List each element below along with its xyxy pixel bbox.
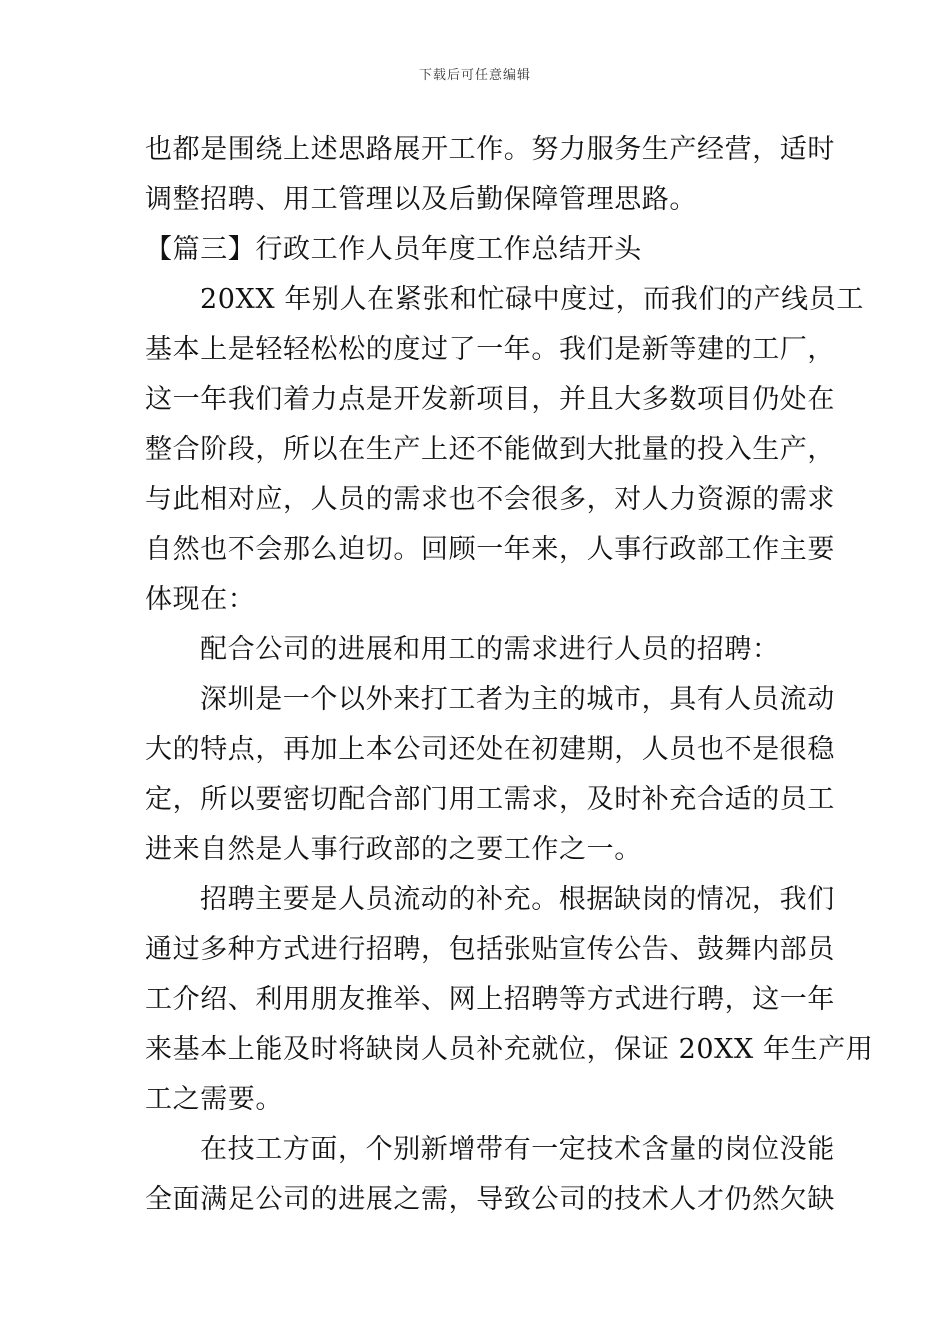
text-line: 这一年我们着力点是开发新项目，并且大多数项目仍处在 — [145, 384, 835, 415]
text-line: 基本上是轻轻松松的度过了一年。我们是新等建的工厂， — [145, 334, 835, 365]
text-line: 定，所以要密切配合部门用工需求，及时补充合适的员工 — [145, 784, 835, 815]
text-line: 整合阶段，所以在生产上还不能做到大批量的投入生产， — [145, 434, 835, 465]
text-line: 也都是围绕上述思路展开工作。努力服务生产经营，适时 — [145, 134, 835, 165]
text-line: 自然也不会那么迫切。回顾一年来，人事行政部工作主要 — [145, 534, 835, 565]
text-line: 进来自然是人事行政部的之要工作之一。 — [145, 834, 642, 865]
text-line: 与此相对应，人员的需求也不会很多，对人力资源的需求 — [145, 484, 835, 515]
text-line: 体现在： — [145, 584, 256, 615]
text-line: 20XX 年别人在紧张和忙碌中度过，而我们的产线员工 — [200, 284, 864, 315]
text-line: 工之需要。 — [145, 1084, 283, 1115]
text-line: 招聘主要是人员流动的补充。根据缺岗的情况，我们 — [200, 884, 835, 915]
section-heading: 【篇三】行政工作人员年度工作总结开头 — [145, 234, 642, 265]
text-line: 工介绍、利用朋友推举、网上招聘等方式进行聘，这一年 — [145, 984, 835, 1015]
text-line: 通过多种方式进行招聘，包括张贴宣传公告、鼓舞内部员 — [145, 934, 835, 965]
text-line: 配合公司的进展和用工的需求进行人员的招聘： — [200, 634, 780, 665]
text-line: 大的特点，再加上本公司还处在初建期，人员也不是很稳 — [145, 734, 835, 765]
page-header: 下载后可任意编辑 — [418, 68, 531, 83]
text-line: 在技工方面，个别新增带有一定技术含量的岗位没能 — [200, 1134, 835, 1165]
text-line: 来基本上能及时将缺岗人员补充就位，保证 20XX 年生产用 — [145, 1034, 874, 1065]
text-line: 全面满足公司的进展之需，导致公司的技术人才仍然欠缺 — [145, 1184, 835, 1215]
text-line: 调整招聘、用工管理以及后勤保障管理思路。 — [145, 184, 697, 215]
text-line: 深圳是一个以外来打工者为主的城市，具有人员流动 — [200, 684, 835, 715]
